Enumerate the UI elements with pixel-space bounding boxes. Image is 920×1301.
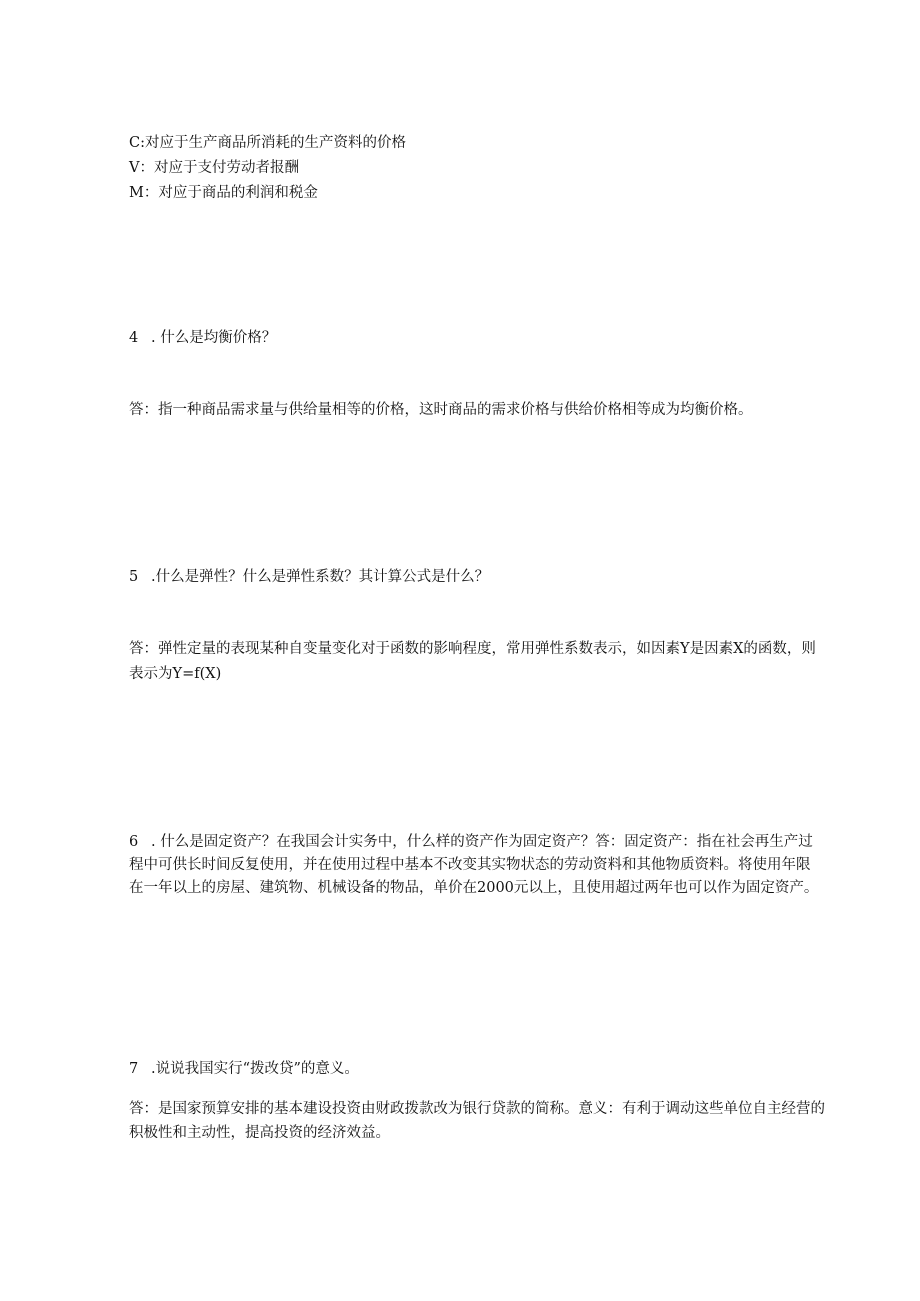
question-6-line-2: 程中可供长时间反复使用，并在使用过程中基本不改变其实物状态的劳动资料和其他物质资料。将使用年限	[129, 857, 811, 873]
question-4	[129, 326, 874, 350]
question-7-text: .说说我国实行“拨改贷”的意义。	[151, 1061, 359, 1077]
question-4-number: 4	[129, 330, 139, 346]
answer-7-line-1: 答：是国家预算安排的基本建设投资由财政拨款改为银行贷款的简称。意义：有利于调动这些单位自主经营的	[129, 1101, 825, 1117]
question-5-number: 5	[129, 569, 139, 585]
c-definition-line: C:对应于生产商品所消耗的生产资料的价格	[129, 135, 406, 151]
question-5	[129, 565, 874, 589]
question-7	[129, 1057, 874, 1081]
m-definition-line: M：对应于商品的利润和税金	[129, 185, 318, 201]
question-6-line-1	[129, 830, 874, 854]
question-6-text: . 什么是固定资产？在我国会计实务中，什么样的资产作为固定资产？答：固定资产：指在社会再生产过	[151, 834, 813, 850]
question-6-line-3: 在一年以上的房屋、建筑物、机械设备的物品，单价在2000元以上，且使用超过两年也可以作为固定资产。	[129, 880, 819, 896]
answer-4: 答：指一种商品需求量与供给量相等的价格，这时商品的需求价格与供给价格相等成为均衡价格。	[129, 402, 753, 418]
question-4-text: . 什么是均衡价格？	[151, 330, 277, 346]
question-6-number: 6	[129, 834, 139, 850]
question-7-number: 7	[129, 1061, 139, 1077]
v-definition-line: V：对应于支付劳动者报酬	[129, 160, 299, 176]
answer-5-line-2: 表示为Y=f(X)	[129, 666, 222, 682]
answer-5-line-1: 答：弹性定量的表现某种自变量变化对于函数的影响程度，常用弹性系数表示，如因素Y是因素X的函数，则	[129, 641, 816, 657]
answer-7-line-2: 积极性和主动性，提高投资的经济效益。	[129, 1125, 390, 1141]
question-5-text: .什么是弹性？什么是弹性系数？其计算公式是什么？	[151, 569, 490, 585]
